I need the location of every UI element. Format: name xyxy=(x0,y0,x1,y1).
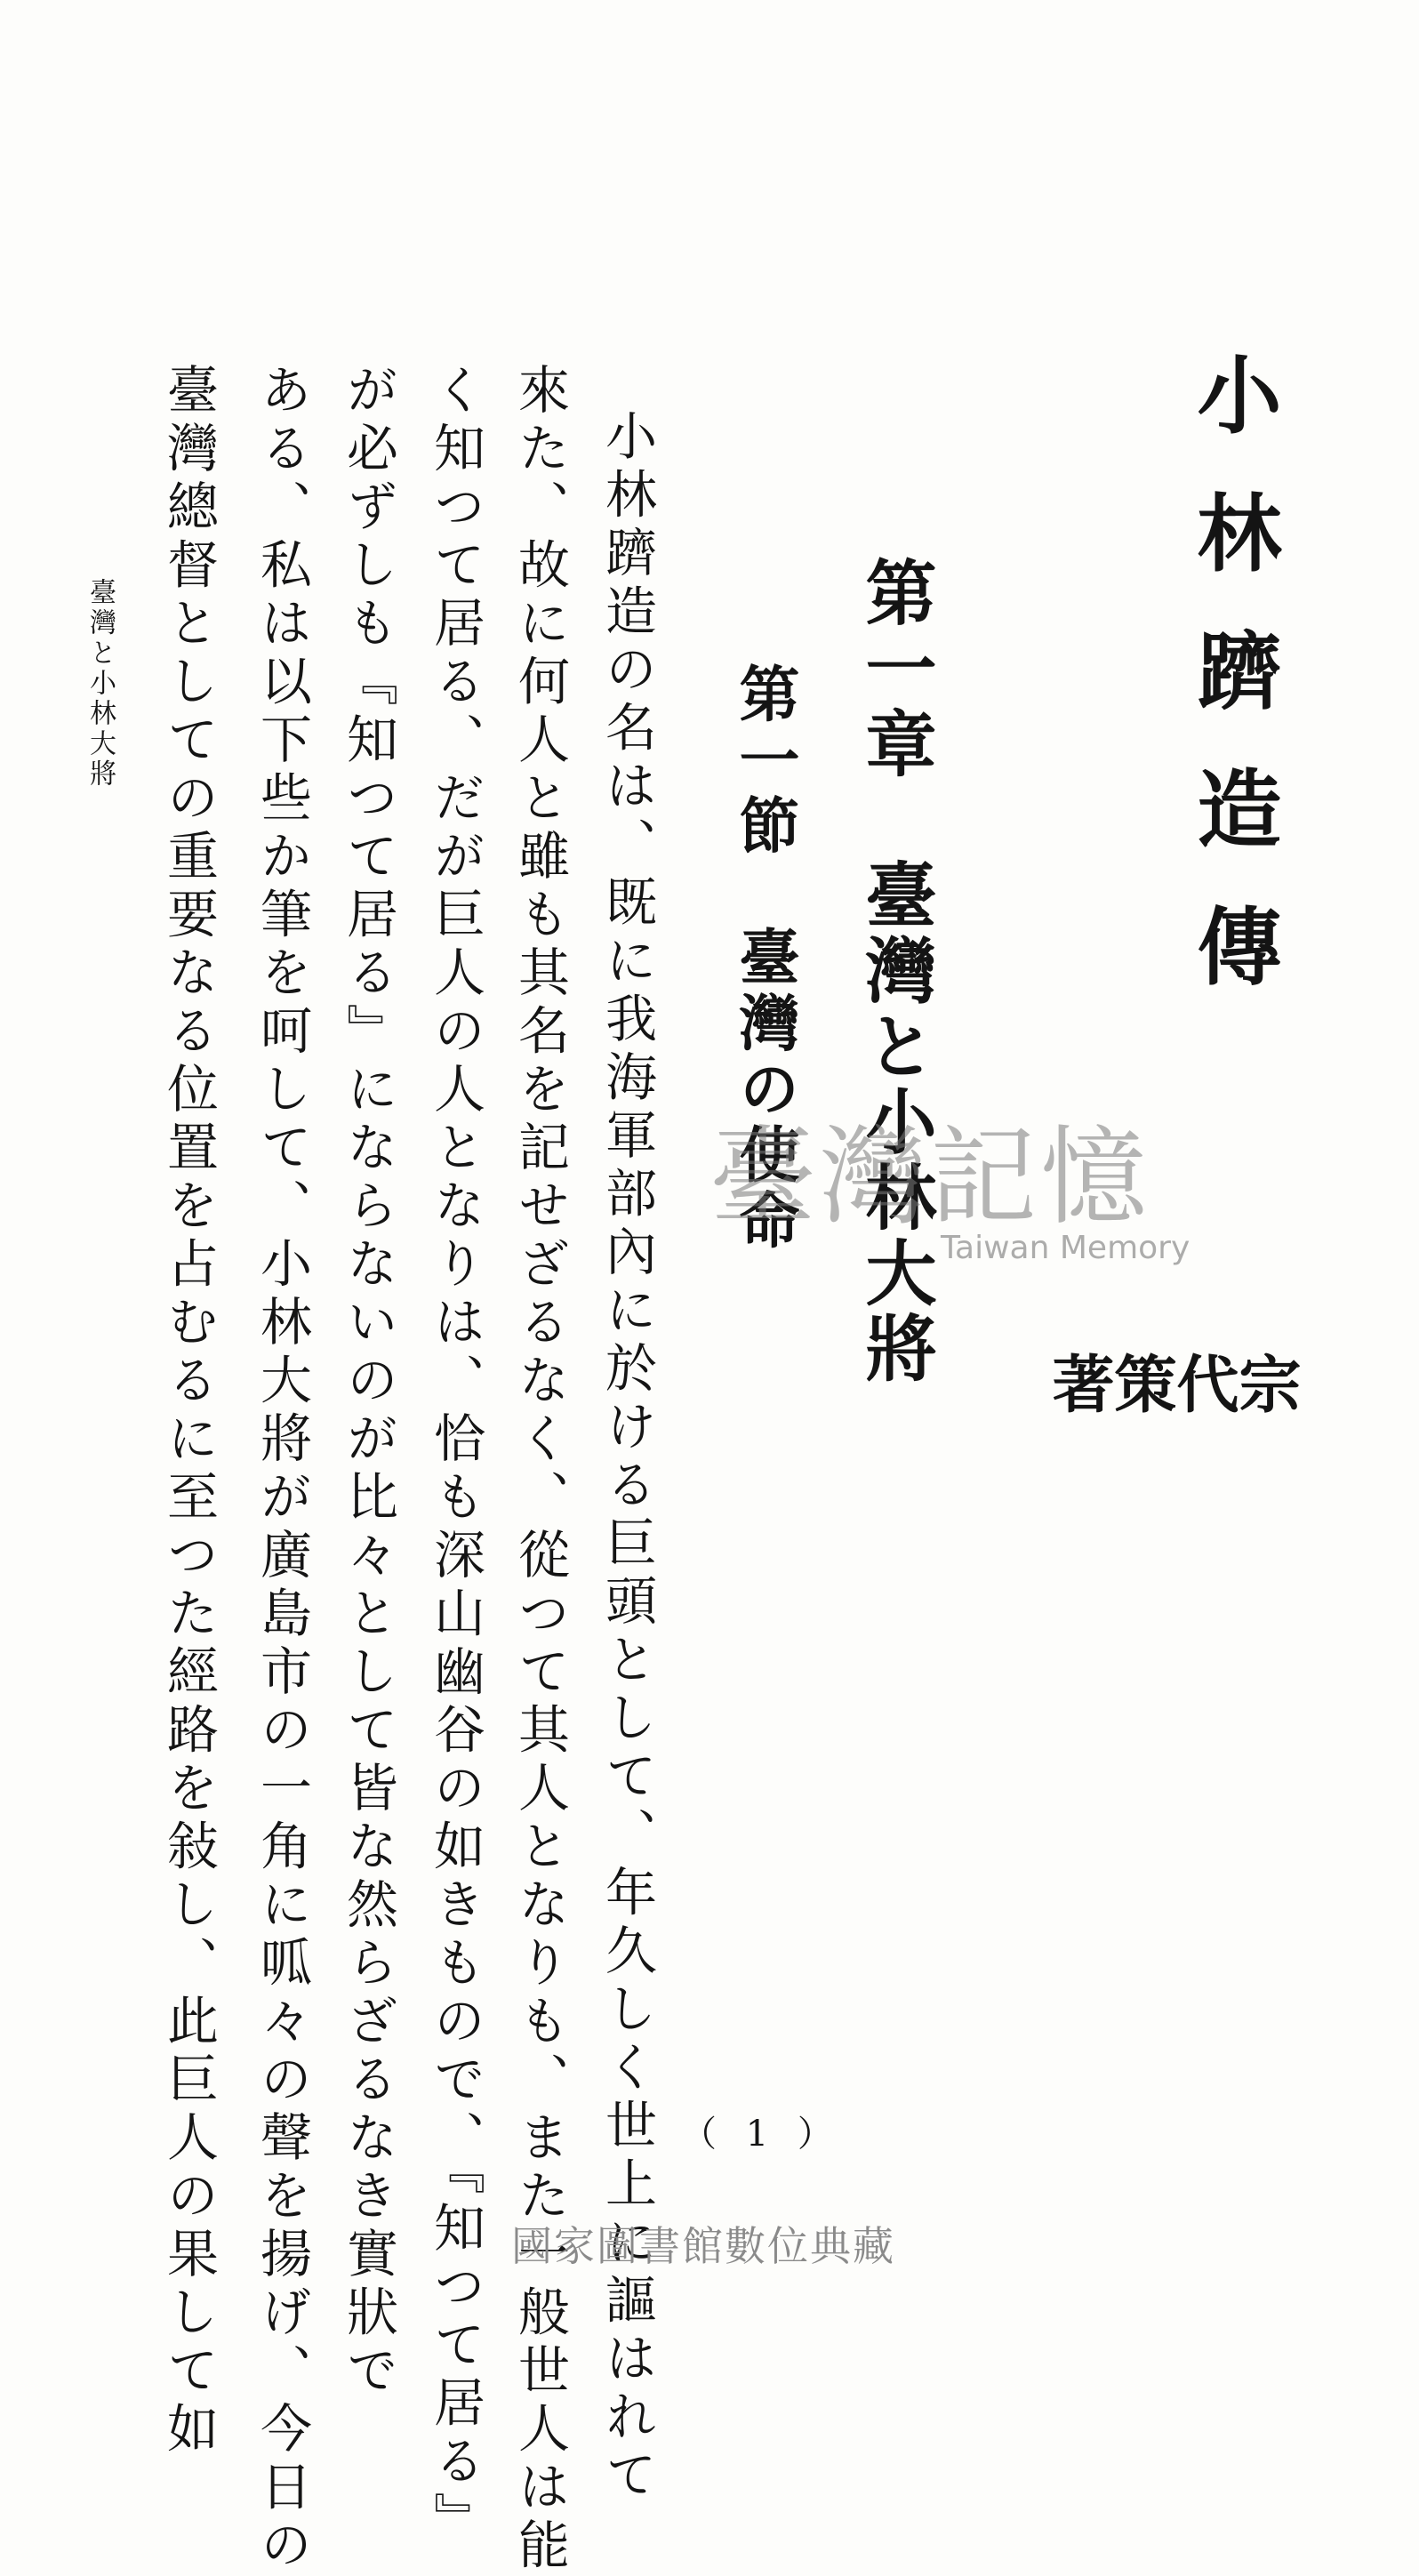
book-title: 小林躋造傳 xyxy=(1183,351,1282,1040)
section-heading: 第一節 臺灣の使命 xyxy=(729,662,800,1255)
body-line-6: 臺灣總督としての重要なる位置を占むるに至つた經路を敍し、此巨人の果して如 xyxy=(158,363,219,2460)
body-line-3: く知つて居る、だが巨人の人となりは、恰も深山幽谷の如きもので、『知つて居る』 xyxy=(425,363,485,2550)
footer-credit: 國家圖書館數位典藏 xyxy=(511,2222,895,2270)
watermark-english: Taiwan Memory xyxy=(941,1230,1191,1266)
body-line-4: が必ずしも『知つて居る』にならないのが比々として皆な然らざるなき實狀で xyxy=(338,363,398,2402)
chapter-heading: 第一章 臺灣と小林大將 xyxy=(854,556,937,1387)
running-header: 臺灣と小林大將 xyxy=(84,578,116,790)
body-line-2: 來た、故に何人と雖も其名を記せざるなく、從つて其人となりも、また一般世人は能 xyxy=(509,363,570,2576)
author-char-3: 策 xyxy=(1104,1352,1178,1414)
watermark-chinese: 臺灣記憶 xyxy=(710,1116,1150,1240)
author-char-1: 宗 xyxy=(1229,1352,1303,1414)
author-char-2: 代 xyxy=(1166,1352,1240,1414)
body-line-5: ある、私は以下些か筆を呵して、小林大將が廣島市の一角に呱々の聲を揚げ、今日の xyxy=(252,363,312,2576)
page-number: （ 1 ） xyxy=(681,2114,842,2155)
author-char-4: 著 xyxy=(1042,1352,1116,1414)
author-byline xyxy=(1042,1352,1303,1561)
body-line-1: 小林躋造の名は、既に我海軍部內に於ける巨頭として、年久しく世上に謳はれて xyxy=(597,409,657,2506)
